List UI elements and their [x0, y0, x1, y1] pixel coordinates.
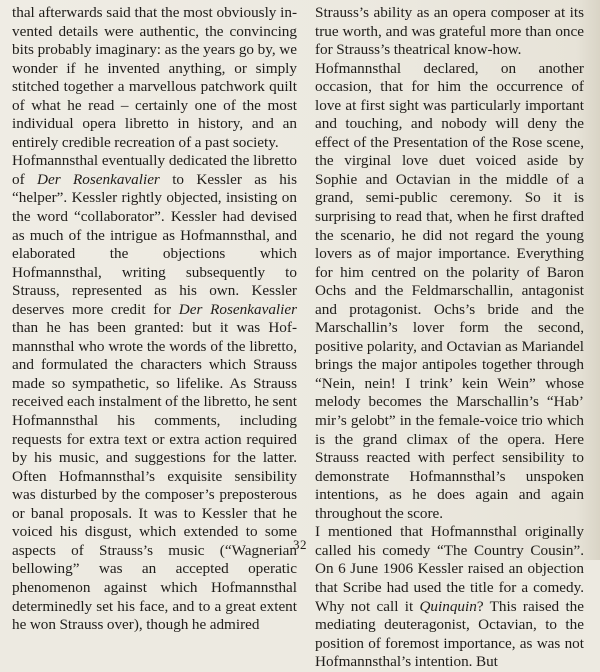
right-column [315, 4, 584, 672]
paragraph: Strauss’s ability as an opera composer at its true worth, and was grateful more than once for Strauss’s theatrical know-how. [315, 4, 584, 59]
paragraph: Hofmannsthal declared, on another occasion, that for him the occurrence of love at first sight was particularly important and touching, and nobody will deny the effect of the Presentation of the Rose scene, the virginal love duet voiced aside by Sophie and Octavian in the middle of a grand, semi-public ceremony. So it is surprising to read that, when he first drafted the scenario, he did not regard the young lovers as of major importance. Everything for him centred on the polarity of Baron Ochs and the Feldmarschallin, antagonist and protagonist. Ochs’s bride and the Marschallin’s lover form the second, positive polarity, and Octavian as Mariandel brings the major antipoles together through “Nein, nein! I trink’ kein Wein” whose melody becomes the Marschallin’s “Hab’ mir’s gelobt” in the female-voice trio which is the grand climax of the opera. Here Strauss reacted with perfect sensibility to demonstrate Hofmannsthal’s unspoken intentions, as he does again and again throughout the score. [315, 59, 584, 522]
paragraph: I mentioned that Hofmannsthal originally called his comedy “The Country Cousin”. On 6 June 1906 Kessler raised an objection that Scribe had used the title for a comedy. Why not call it Quinquin? This raised the mediating deuteragonist, Octavian, to the position of foremost importance, as was not Hofmannsthal’s intention. But [315, 523, 584, 671]
page-number: 32 [293, 537, 307, 552]
paragraph: Hofmannsthal eventually dedicated the libretto of Der Rosenkavalier to Kessler as his “helper”. Kessler rightly objected, insisting on the word “collaborator”. Kessler had devised as much of the intrigue as Hofmannsthal, and elaborated the objections which Hofmannsthal, writing subsequently to Strauss, represented as his own. Kessler deserves more credit for Der Rosenkavalier than he has been granted: but it was Hofmannsthal who wrote the words of the libretto, and formulated the characters which Strauss made so sympathetic, so lifelike. As Strauss received each instalment of the libretto, he sent Hofmannsthal his comments, including requests for extra text or extra action required by his music, and suggestions for the latter. Often Hofmannsthal’s exquisite sensibility was disturbed by the composer’s preposterous or banal proposals. It was to Kessler that he voiced his disgust, which extended to some aspects of Strauss’s music (“Wagnerian bellowing” was an accepted operatic phenomenon against which Hofmannsthal determinedly set his face, and to a great extent he won Strauss over), though he admired [12, 152, 298, 634]
paragraph: thal afterwards said that the most obviously invented details were authentic, the convincing bits probably imaginary: as the years go by, we wonder if he invented anything, or simply stitched together a marvellous patchwork quilt of what he read – certainly one of the most individual opera libretto in history, and an entirely credible recreation of a past society. [12, 4, 297, 151]
